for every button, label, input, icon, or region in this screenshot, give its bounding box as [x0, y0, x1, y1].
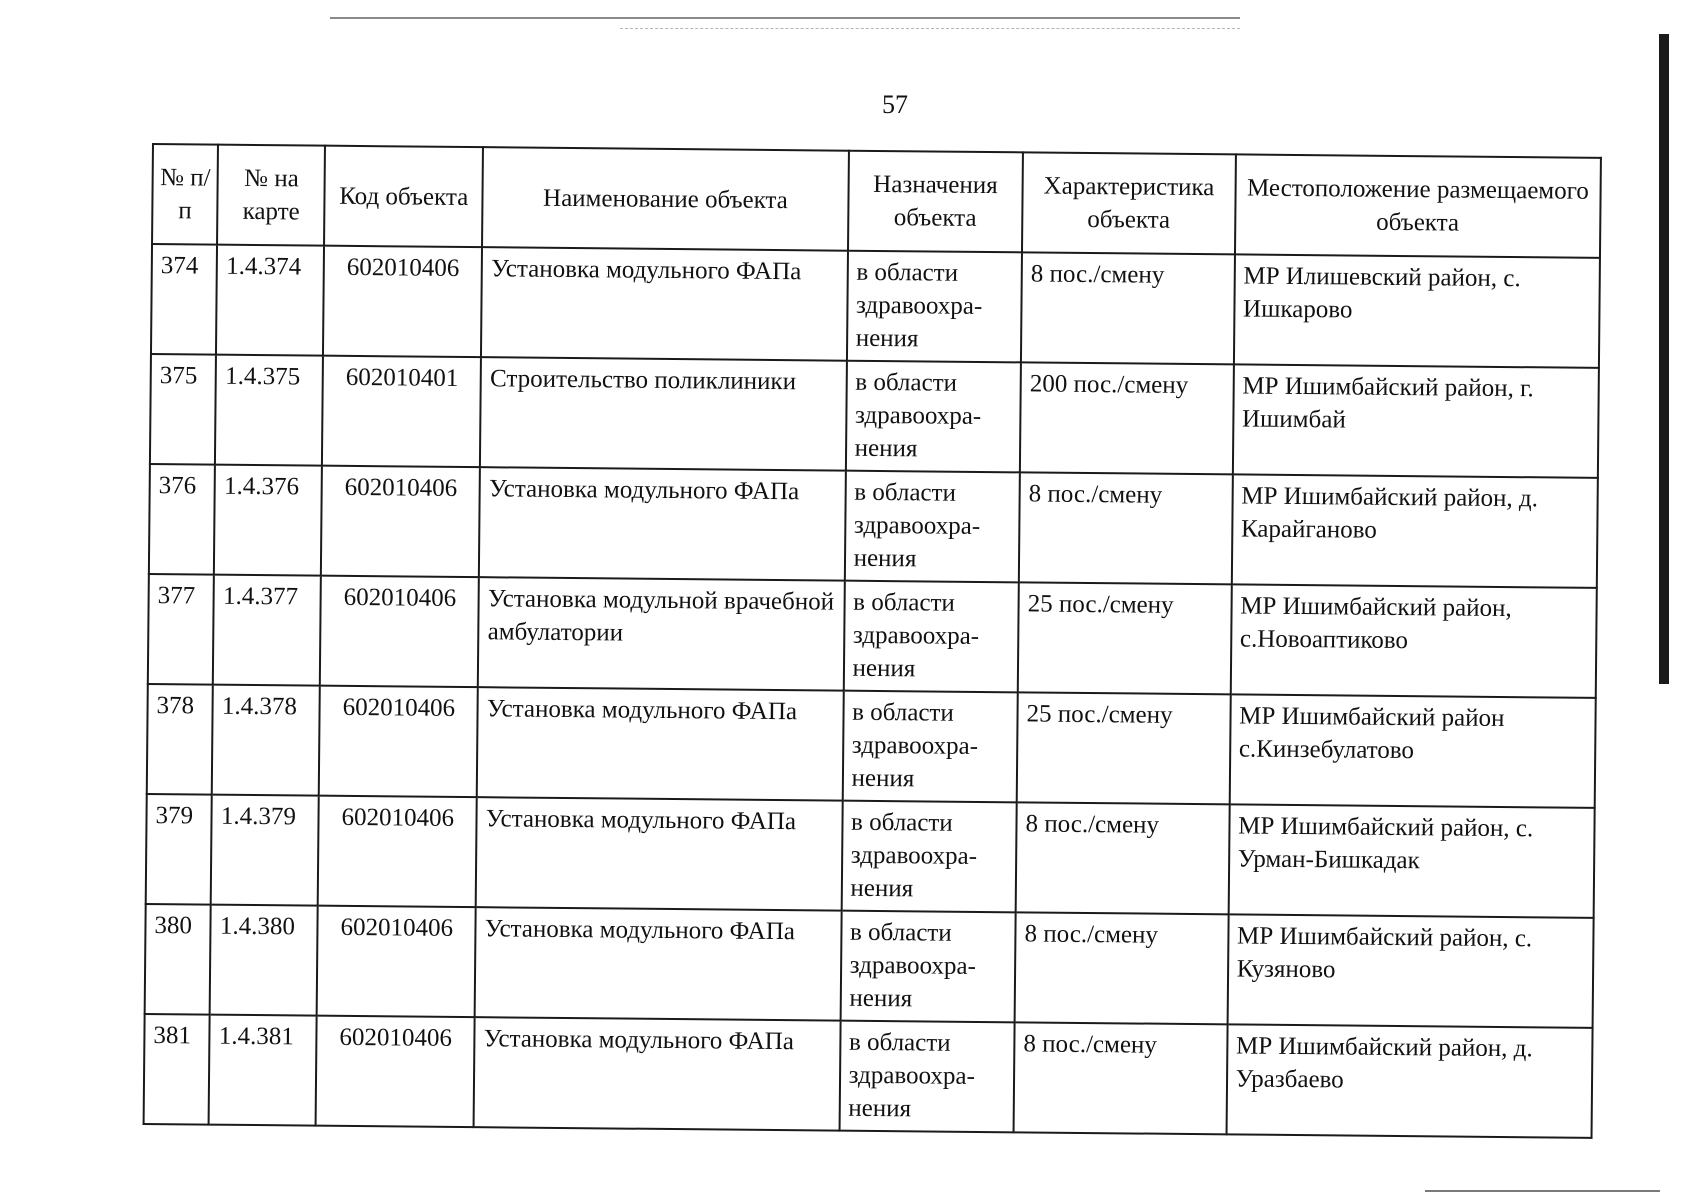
table-row [146, 794, 1595, 918]
cell-object-purpose: в области здравоохра-нения [839, 1021, 1015, 1133]
cell-object-name: Установка модульной врачебной амбулатории [478, 577, 844, 691]
header-object-code: Код объекта [324, 146, 483, 248]
cell-object-name: Установка модульного ФАПа [481, 247, 847, 361]
cell-object-characteristic: 25 пос./смену [1017, 692, 1231, 804]
cell-object-location: МР Ишимбайский район, г. Ишимбай [1233, 364, 1599, 478]
cell-row-number: 379 [146, 794, 212, 905]
cell-object-code: 602010406 [318, 796, 477, 908]
table-row [144, 1014, 1593, 1138]
cell-map-number: 1.4.376 [214, 465, 322, 576]
cell-object-name: Установка модульного ФАПа [475, 907, 841, 1021]
cell-object-code: 602010406 [317, 906, 476, 1018]
cell-row-number: 380 [145, 904, 211, 1015]
cell-object-location: МР Ишимбайский район, с. Кузяново [1227, 914, 1593, 1028]
header-object-purpose: Назначения объекта [848, 151, 1023, 253]
cell-object-code: 602010406 [320, 576, 479, 688]
cell-map-number: 1.4.379 [211, 795, 319, 906]
cell-map-number: 1.4.378 [212, 685, 320, 796]
cell-object-location: МР Ишимбайский район, д. Карайганово [1231, 474, 1597, 588]
header-object-location: Местоположение размещаемого объекта [1235, 154, 1601, 258]
cell-map-number: 1.4.375 [215, 355, 323, 466]
cell-object-characteristic: 25 пос./смену [1018, 582, 1232, 694]
cell-object-code: 602010406 [319, 686, 478, 798]
cell-object-purpose: в области здравоохра-нения [841, 801, 1017, 913]
cell-row-number: 377 [148, 574, 214, 685]
cell-row-number: 375 [150, 354, 216, 465]
header-row-number: № п/п [152, 144, 218, 245]
cell-row-number: 378 [147, 684, 213, 795]
table-header-row [152, 144, 1601, 258]
cell-object-purpose: в области здравоохра-нения [847, 251, 1023, 363]
table-row [149, 464, 1598, 588]
objects-table [143, 143, 1602, 1139]
cell-map-number: 1.4.380 [210, 905, 318, 1016]
cell-object-code: 602010406 [323, 246, 482, 358]
cell-object-location: МР Ишимбайский район, д. Уразбаево [1226, 1024, 1592, 1138]
cell-object-name: Установка модульного ФАПа [474, 1017, 840, 1131]
header-object-name: Наименование объекта [482, 147, 848, 251]
cell-object-name: Установка модульного ФАПа [477, 687, 843, 801]
cell-row-number: 374 [151, 244, 217, 355]
cell-object-characteristic: 8 пос./смену [1019, 472, 1233, 584]
scan-artifact-top-dashed-line [620, 28, 1240, 29]
table-row [145, 904, 1594, 1028]
scan-artifact-bottom-line [1425, 1190, 1660, 1192]
cell-map-number: 1.4.381 [209, 1015, 317, 1126]
cell-object-name: Строительство поликлиники [480, 357, 846, 471]
table-row [151, 244, 1600, 368]
header-map-number: № на карте [217, 145, 325, 246]
cell-object-code: 602010401 [322, 356, 481, 468]
cell-object-characteristic: 8 пос./смену [1021, 252, 1235, 364]
scan-artifact-top-line [330, 17, 1240, 19]
cell-object-purpose: в области здравоохра-нения [843, 581, 1019, 693]
cell-object-code: 602010406 [316, 1016, 475, 1128]
table-row [147, 684, 1596, 808]
page-number: 57 [882, 90, 908, 119]
cell-object-characteristic: 8 пос./смену [1016, 802, 1230, 914]
scan-artifact-right-edge [1659, 34, 1669, 684]
cell-object-characteristic: 200 пос./смену [1020, 362, 1234, 474]
cell-map-number: 1.4.374 [216, 245, 324, 356]
cell-object-location: МР Ишимбайский район, с. Урман-Бишкадак [1228, 804, 1594, 918]
cell-object-characteristic: 8 пос./смену [1014, 1022, 1228, 1134]
table-row [150, 354, 1599, 478]
cell-object-location: МР Ишимбайский район с.Кинзебулатово [1229, 694, 1595, 808]
cell-object-purpose: в области здравоохра-нения [845, 361, 1021, 473]
cell-object-name: Установка модульного ФАПа [476, 797, 842, 911]
cell-map-number: 1.4.377 [213, 575, 321, 686]
cell-row-number: 381 [144, 1014, 210, 1125]
header-object-characteristic: Характеристика объекта [1022, 152, 1236, 254]
cell-object-purpose: в области здравоохра-нения [844, 471, 1020, 583]
cell-object-characteristic: 8 пос./смену [1015, 912, 1229, 1024]
cell-object-code: 602010406 [321, 466, 480, 578]
cell-object-purpose: в области здравоохра-нения [842, 691, 1018, 803]
cell-object-name: Установка модульного ФАПа [479, 467, 845, 581]
cell-row-number: 376 [149, 464, 215, 575]
cell-object-location: МР Илишевский район, с. Ишкарово [1234, 254, 1600, 368]
cell-object-purpose: в области здравоохра-нения [840, 911, 1016, 1023]
table-row [148, 574, 1597, 698]
cell-object-location: МР Ишимбайский район, с.Новоаптиково [1230, 584, 1596, 698]
